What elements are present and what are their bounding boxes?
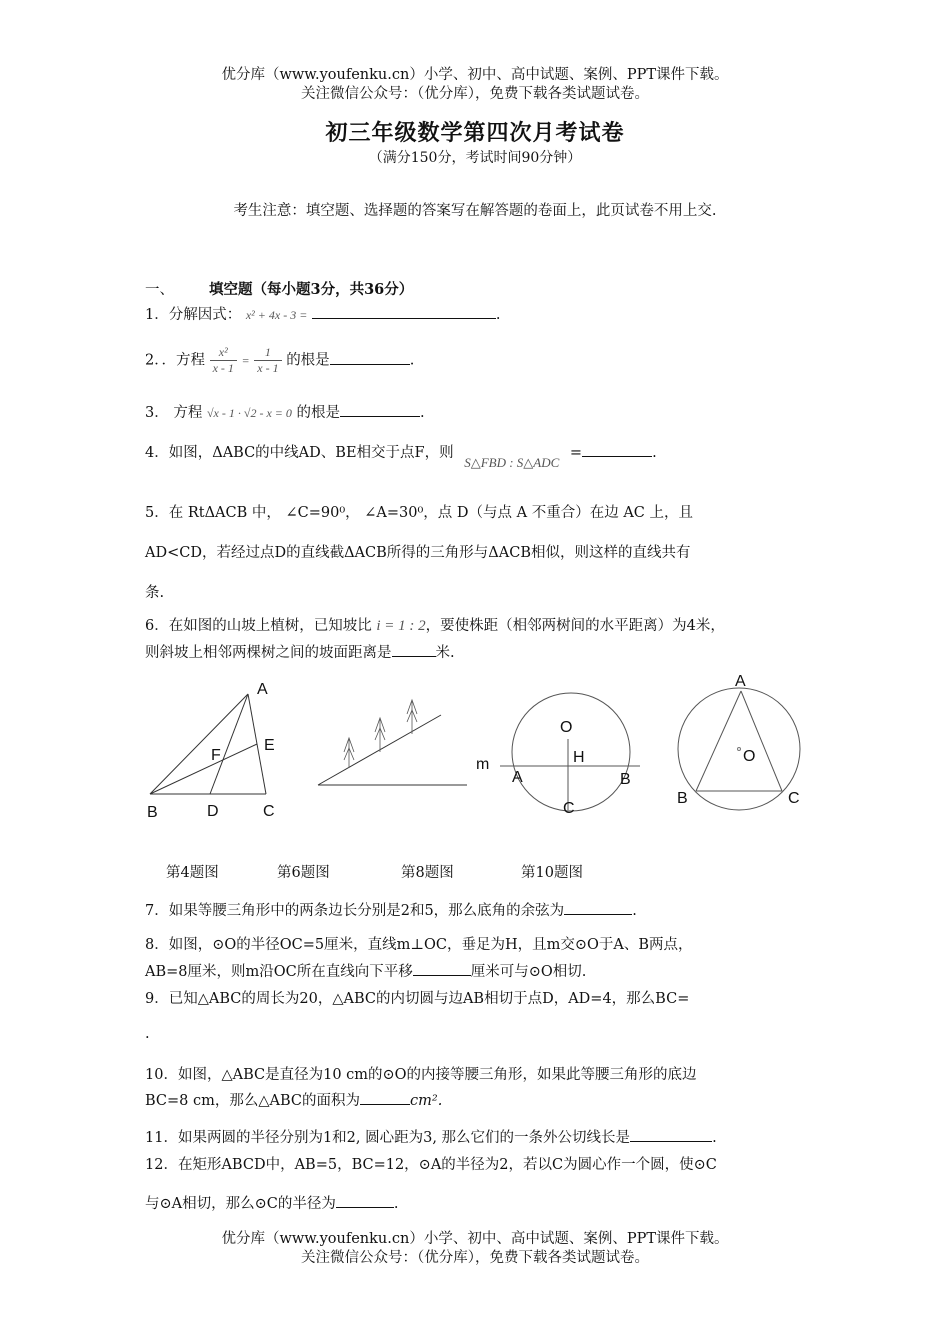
footer-line-2: 关注微信公众号：（优分库），免费下载各类试题试卷。 (301, 1250, 649, 1266)
q2-den2: x - 1 (257, 361, 279, 375)
caption-fig10: 第10题图 (521, 865, 583, 881)
q3-end: . (419, 405, 425, 421)
fig8-label-m: m (476, 756, 490, 773)
page-subtitle: （满分150分，考试时间90分钟） (368, 150, 582, 166)
figure-10 (672, 667, 812, 817)
q6-line-1 (145, 614, 725, 635)
q1-answer-blank[interactable] (312, 304, 496, 319)
q2-num2: 1 (254, 345, 281, 361)
question-4 (145, 441, 657, 470)
section-title: 填空题（每小题3分，共36分） (209, 281, 414, 298)
q11-text: 11．如果两圆的半径分别为1和2, 圆心距为3, 那么它们的一条外公切线长是 (145, 1130, 631, 1146)
figure-6 (315, 690, 475, 790)
q9-line-1: 9．已知△ABC的周长为20，△ABC的内切圆与边AB相切于点D，AD=4，那么BC= (145, 991, 690, 1007)
fig4-label-e: E (264, 737, 275, 754)
q1-end: . (495, 307, 501, 323)
fig8-label-c: C (563, 800, 575, 817)
fig8-label-o: O (560, 719, 573, 736)
q8-line-2 (145, 960, 586, 981)
q2-end: . (409, 352, 415, 369)
q1-text: 1．分解因式： (145, 307, 242, 323)
caption-fig4: 第4题图 (166, 865, 219, 881)
q7-text: 7．如果等腰三角形中的两条边长分别是2和5，那么底角的余弦为 (145, 903, 565, 919)
tree-icon (344, 700, 417, 768)
q2-num1: x² (210, 345, 237, 361)
figure-8 (470, 676, 645, 826)
header-line-2: 关注微信公众号：（优分库），免费下载各类试题试卷。 (301, 86, 649, 102)
figure-4 (138, 676, 298, 826)
q12-line-1: 12．在矩形ABCD中，AB=5，BC=12，⊙A的半径为2，若以C为圆心作一个圆，使⊙C (145, 1157, 717, 1173)
question-2 (145, 345, 414, 376)
fig4-label-b: B (147, 804, 158, 821)
fig10-label-a: A (735, 673, 746, 690)
q10-answer-blank[interactable] (360, 1090, 410, 1105)
question-1 (145, 303, 501, 324)
q7-end: . (632, 903, 637, 919)
q4-expr: S△FBD : S△ADC (464, 455, 560, 470)
q6-line1b: ，要使株距（相邻两树间的水平距离）为4米， (425, 618, 725, 634)
section-heading (145, 278, 413, 299)
q8-answer-blank[interactable] (413, 961, 471, 976)
q6-answer-blank[interactable] (392, 642, 436, 657)
q8-line2a: AB=8厘米，则m沿OC所在直线向下平移 (145, 964, 413, 980)
fig8-label-b: B (620, 771, 631, 788)
q2-den1: x - 1 (212, 361, 234, 375)
q6-line-2 (145, 641, 455, 662)
caption-fig6: 第6题图 (277, 865, 330, 881)
q10-line-1: 10．如图，△ABC是直径为10 cm的⊙O的内接等腰三角形，如果此等腰三角形的底边 (145, 1067, 697, 1083)
q8-line2b: 厘米可与⊙O相切. (470, 964, 587, 980)
header-line-1: 优分库（www.youfenku.cn）小学、初中、高中试题、案例、PPT课件下载。 (221, 67, 729, 83)
q2-fraction-left (210, 345, 237, 376)
q6-ratio: i = 1 : 2 (376, 618, 426, 634)
q5-line-2: AD<CD，若经过点D的直线截ΔACB所得的三角形与ΔACB相似，则这样的直线共有 (145, 545, 691, 561)
q4-eq: = (569, 445, 583, 461)
question-3 (145, 401, 425, 422)
question-11 (145, 1126, 717, 1147)
q6-line1a: 6．在如图的山坡上植树，已知坡比 (145, 618, 372, 634)
q3-expr: √x - 1 · √2 - x = 0 (206, 406, 292, 420)
q3-answer-blank[interactable] (340, 402, 420, 417)
q4-end: . (652, 445, 657, 461)
caption-fig8: 第8题图 (401, 865, 454, 881)
q10-line2a: BC=8 cm，那么△ABC的面积为 (145, 1093, 361, 1109)
q7-answer-blank[interactable] (564, 900, 632, 915)
q2-answer-blank[interactable] (330, 350, 410, 365)
q5-line-1: 5．在 RtΔACB 中， ∠C=90⁰， ∠A=30⁰，点 D（与点 A 不重合）在边 AC 上，且 (145, 505, 693, 521)
q12-line2: 与⊙A相切，那么⊙C的半径为 (145, 1196, 336, 1212)
q1-expr: x² + 4x - 3 = (245, 308, 308, 322)
q11-end: . (712, 1130, 717, 1146)
fig10-label-o: O (743, 748, 756, 765)
q6-line2-end: 米. (435, 645, 455, 661)
fig10-label-c: C (788, 790, 800, 807)
q8-line-1: 8．如图，⊙O的半径OC=5厘米，直线m⊥OC，垂足为H，且m交⊙O于A、B两点， (145, 937, 693, 953)
fig4-label-f: F (211, 747, 221, 764)
q4-answer-blank[interactable] (582, 442, 652, 457)
q10-line-2 (145, 1089, 442, 1110)
fig4-label-a: A (257, 681, 268, 698)
footer-line-1: 优分库（www.youfenku.cn）小学、初中、高中试题、案例、PPT课件下载。 (221, 1231, 729, 1247)
page-title: 初三年级数学第四次月考试卷 (325, 120, 625, 146)
q2-after: 的根是 (286, 352, 330, 369)
q3-text: 3． 方程 (145, 405, 203, 421)
q2-fraction-right (254, 345, 281, 376)
q12-end: . (393, 1196, 399, 1212)
fig8-label-h: H (573, 749, 585, 766)
question-7 (145, 899, 637, 920)
section-number: 一、 (145, 282, 174, 298)
q2-text: 2．．方程 (145, 352, 205, 369)
fig4-label-c: C (263, 803, 275, 820)
q12-answer-blank[interactable] (336, 1193, 394, 1208)
q6-line2: 则斜坡上相邻两棵树之间的坡面距离是 (145, 645, 392, 661)
fig8-label-a: A (512, 769, 523, 786)
fig10-label-b: B (677, 790, 688, 807)
q2-eq: = (241, 353, 250, 368)
q10-line2b: cm². (410, 1093, 443, 1109)
q4-text: 4．如图，ΔABC的中线AD、BE相交于点F，则 (145, 445, 454, 461)
q3-after: 的根是 (296, 405, 340, 421)
q11-answer-blank[interactable] (630, 1127, 712, 1142)
fig4-label-d: D (207, 803, 219, 820)
q9-line-2: . (145, 1026, 150, 1042)
exam-notice: 考生注意：填空题、选择题的答案写在解答题的卷面上，此页试卷不用上交. (233, 203, 717, 219)
q12-line-2 (145, 1192, 398, 1213)
q5-line-3: 条. (145, 585, 165, 601)
